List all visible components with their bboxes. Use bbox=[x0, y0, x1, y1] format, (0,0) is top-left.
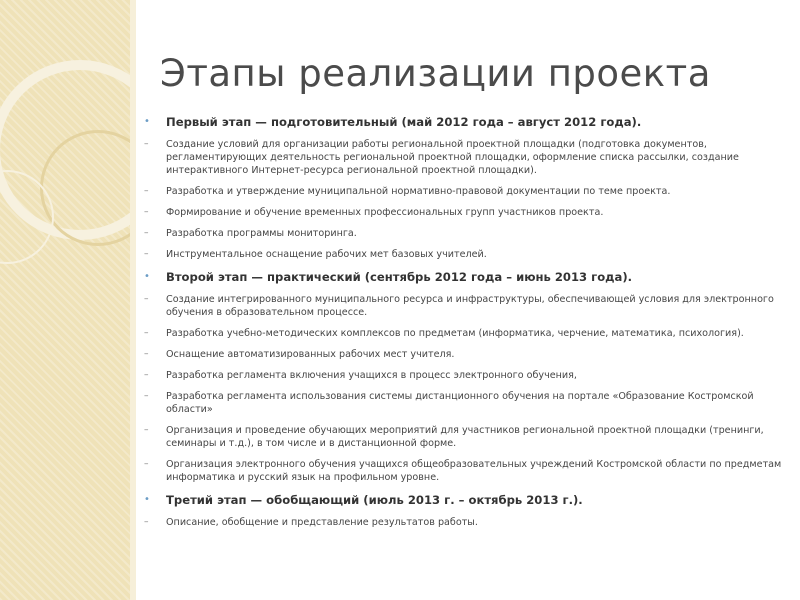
stage-task-text: Формирование и обучение временных профессиональных групп участников проекта. bbox=[166, 207, 604, 218]
stage-task-item bbox=[144, 293, 784, 319]
stage-task-text: Организация электронного обучения учащихся общеобразовательных учреждений Костромской области по предметам информатика и русский язык на профильном уровне. bbox=[166, 459, 782, 483]
stage-task-item bbox=[144, 458, 784, 484]
bullet-marker: • bbox=[144, 116, 150, 127]
stage-task-item bbox=[144, 185, 784, 198]
stage-task-text: Разработка и утверждение муниципальной нормативно-правовой документации по теме проекта. bbox=[166, 186, 671, 197]
stage-task-item bbox=[144, 516, 784, 529]
stage-heading-row bbox=[144, 269, 784, 285]
dash-marker: – bbox=[144, 249, 149, 259]
stage-heading-row bbox=[144, 492, 784, 508]
stage-task-item bbox=[144, 390, 784, 416]
dash-marker: – bbox=[144, 349, 149, 359]
dash-marker: – bbox=[144, 391, 149, 401]
dash-marker: – bbox=[144, 294, 149, 304]
decorative-band-edge bbox=[130, 0, 136, 600]
stage-task-item bbox=[144, 369, 784, 382]
stage-task-text: Разработка регламента включения учащихся в процесс электронного обучения, bbox=[166, 370, 577, 381]
stage-task-text: Создание интегрированного муниципального ресурса и инфраструктуры, обеспечивающей условия для электронного обучения в образовательном процессе. bbox=[166, 294, 774, 318]
stage-task-text: Создание условий для организации работы региональной проектной площадки (подготовка документов, регламентирующих деятельность региональной проектной площадки, оформление списка рассылки, создание интерактивного Интернет-ресурса региональной проектной площадки). bbox=[166, 139, 739, 176]
stage-task-item bbox=[144, 227, 784, 240]
stage-task-text: Инструментальное оснащение рабочих мет базовых учителей. bbox=[166, 249, 487, 260]
stage-task-text: Разработка учебно-методических комплексов по предметам (информатика, черчение, математика, психология). bbox=[166, 328, 744, 339]
stage-task-item bbox=[144, 206, 784, 219]
bullet-marker: • bbox=[144, 271, 150, 282]
dash-marker: – bbox=[144, 517, 149, 527]
stage-task-item bbox=[144, 348, 784, 361]
bullet-marker: • bbox=[144, 494, 150, 505]
stage-task-item bbox=[144, 424, 784, 450]
stage-task-item bbox=[144, 138, 784, 177]
dash-marker: – bbox=[144, 425, 149, 435]
dash-marker: – bbox=[144, 370, 149, 380]
dash-marker: – bbox=[144, 228, 149, 238]
dash-marker: – bbox=[144, 207, 149, 217]
stage-heading: Первый этап — подготовительный (май 2012 года – август 2012 года). bbox=[166, 115, 642, 129]
dash-marker: – bbox=[144, 459, 149, 469]
stage-heading: Третий этап — обобщающий (июль 2013 г. – октябрь 2013 г.). bbox=[166, 493, 583, 507]
stage-task-text: Разработка программы мониторинга. bbox=[166, 228, 357, 239]
stage-task-item bbox=[144, 327, 784, 340]
stage-task-item bbox=[144, 248, 784, 261]
stage-heading-row bbox=[144, 114, 784, 130]
dash-marker: – bbox=[144, 186, 149, 196]
stage-task-text: Описание, обобщение и представление результатов работы. bbox=[166, 517, 478, 528]
dash-marker: – bbox=[144, 139, 149, 149]
stage-task-text: Оснащение автоматизированных рабочих мест учителя. bbox=[166, 349, 455, 360]
dash-marker: – bbox=[144, 328, 149, 338]
slide-content bbox=[144, 114, 784, 537]
stage-heading: Второй этап — практический (сентябрь 2012 года – июнь 2013 года). bbox=[166, 270, 633, 284]
slide-title: Этапы реализации проекта bbox=[160, 52, 711, 95]
decorative-left-band bbox=[0, 0, 130, 600]
stage-task-text: Разработка регламента использования системы дистанционного обучения на портале «Образование Костромской области» bbox=[166, 391, 754, 415]
stage-task-text: Организация и проведение обучающих мероприятий для участников региональной проектной площадки (тренинги, семинары и т.д.), в том числе и в дистанционной форме. bbox=[166, 425, 764, 449]
